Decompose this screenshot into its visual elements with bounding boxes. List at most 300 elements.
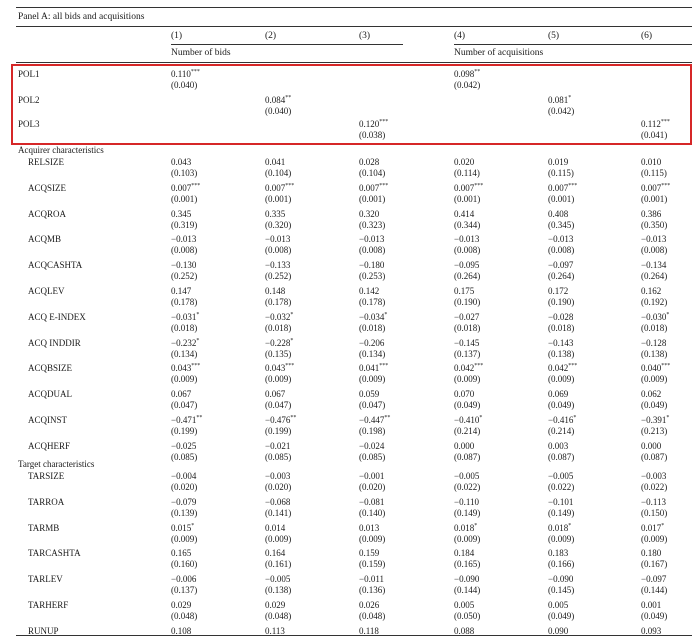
standard-error: (0.252) bbox=[265, 271, 292, 281]
row-label: ACQ INDDIR bbox=[28, 338, 81, 348]
bottom-rule bbox=[16, 635, 692, 636]
standard-error: (0.085) bbox=[359, 452, 386, 462]
coefficient-value: 0.007 bbox=[359, 183, 380, 193]
coefficient-value: −0.011 bbox=[359, 574, 384, 584]
coefficient-cell bbox=[171, 338, 199, 349]
coefficient-cell bbox=[641, 574, 666, 585]
standard-error: (0.214) bbox=[454, 426, 481, 436]
coefficient-value: 0.110 bbox=[171, 69, 191, 79]
standard-error: (0.009) bbox=[641, 374, 668, 384]
standard-error: (0.048) bbox=[171, 611, 198, 621]
standard-error: (0.178) bbox=[171, 297, 198, 307]
significance-stars: ** bbox=[290, 415, 297, 421]
coefficient-cell bbox=[265, 234, 290, 245]
significance-stars: * bbox=[479, 415, 483, 421]
coefficient-value: 0.414 bbox=[454, 209, 475, 219]
standard-error: (0.264) bbox=[454, 271, 481, 281]
coefficient-value: −0.090 bbox=[548, 574, 574, 584]
coefficient-value: 0.013 bbox=[359, 523, 380, 533]
coefficient-cell bbox=[454, 338, 479, 349]
coefficient-value: 0.007 bbox=[454, 183, 475, 193]
coefficient-cell bbox=[454, 471, 479, 482]
significance-stars: *** bbox=[661, 183, 671, 189]
standard-error: (0.149) bbox=[454, 508, 481, 518]
coefficient-cell bbox=[359, 497, 384, 508]
standard-error: (0.009) bbox=[359, 534, 386, 544]
significance-stars: *** bbox=[379, 119, 389, 125]
coefficient-value: −0.471 bbox=[171, 415, 197, 425]
standard-error: (0.139) bbox=[171, 508, 198, 518]
coefficient-cell bbox=[641, 312, 669, 323]
standard-error: (0.085) bbox=[171, 452, 198, 462]
coefficient-cell bbox=[171, 441, 196, 452]
coefficient-value: 0.041 bbox=[359, 363, 380, 373]
coefficient-value: 0.003 bbox=[548, 441, 569, 451]
coefficient-cell bbox=[454, 312, 479, 323]
standard-error: (0.344) bbox=[454, 220, 481, 230]
standard-error: (0.252) bbox=[171, 271, 198, 281]
coefficient-value: −0.228 bbox=[265, 338, 291, 348]
row-label: ACQ E-INDEX bbox=[28, 312, 86, 322]
coefficient-cell bbox=[454, 286, 474, 297]
coefficient-value: 0.000 bbox=[454, 441, 475, 451]
standard-error: (0.137) bbox=[171, 585, 198, 595]
top-rule bbox=[16, 7, 692, 8]
coefficient-cell bbox=[265, 157, 285, 168]
coefficient-value: −0.476 bbox=[265, 415, 291, 425]
coefficient-value: 0.320 bbox=[359, 209, 380, 219]
standard-error: (0.018) bbox=[641, 323, 668, 333]
coefficient-value: 0.090 bbox=[548, 626, 569, 636]
significance-stars: * bbox=[573, 415, 577, 421]
coefficient-cell bbox=[641, 441, 661, 452]
standard-error: (0.150) bbox=[641, 508, 668, 518]
coefficient-value: −0.143 bbox=[548, 338, 574, 348]
standard-error: (0.020) bbox=[265, 482, 292, 492]
row-label: TARROA bbox=[28, 497, 65, 507]
standard-error: (0.087) bbox=[454, 452, 481, 462]
coefficient-value: 0.020 bbox=[454, 157, 475, 167]
coefficient-cell bbox=[641, 286, 661, 297]
coefficient-cell bbox=[454, 415, 482, 426]
coefficient-cell bbox=[265, 95, 291, 106]
coefficient-cell bbox=[359, 523, 379, 534]
standard-error: (0.049) bbox=[548, 400, 575, 410]
significance-stars: *** bbox=[191, 363, 201, 369]
standard-error: (0.041) bbox=[641, 130, 668, 140]
standard-error: (0.199) bbox=[171, 426, 198, 436]
coefficient-cell bbox=[454, 389, 474, 400]
row-label: ACQLEV bbox=[28, 286, 65, 296]
significance-stars: * bbox=[196, 312, 200, 318]
coefficient-value: 0.184 bbox=[454, 548, 475, 558]
row-label: POL2 bbox=[18, 95, 40, 105]
significance-stars: * bbox=[474, 523, 478, 529]
coefficient-value: 0.067 bbox=[265, 389, 286, 399]
standard-error: (0.192) bbox=[641, 297, 668, 307]
standard-error: (0.049) bbox=[641, 611, 668, 621]
coefficient-value: 0.062 bbox=[641, 389, 662, 399]
coefficient-cell bbox=[641, 234, 666, 245]
significance-stars: *** bbox=[660, 119, 670, 125]
coefficient-cell bbox=[171, 471, 196, 482]
coefficient-value: 0.142 bbox=[359, 286, 380, 296]
coefficient-cell bbox=[171, 69, 200, 80]
significance-stars: * bbox=[196, 338, 200, 344]
coefficient-value: 0.172 bbox=[548, 286, 569, 296]
coefficient-cell bbox=[265, 209, 285, 220]
standard-error: (0.104) bbox=[265, 168, 292, 178]
coefficient-cell bbox=[548, 183, 577, 194]
standard-error: (0.114) bbox=[454, 168, 480, 178]
coefficient-cell bbox=[171, 389, 191, 400]
group-header-acquisitions: Number of acquisitions bbox=[454, 48, 544, 58]
significance-stars: ** bbox=[474, 69, 481, 75]
coefficient-cell bbox=[548, 286, 568, 297]
coefficient-value: 0.005 bbox=[454, 600, 475, 610]
coefficient-value: 0.081 bbox=[548, 95, 569, 105]
row-label: RUNUP bbox=[28, 626, 59, 636]
coefficient-cell bbox=[171, 157, 191, 168]
row-label: POL1 bbox=[18, 69, 40, 79]
standard-error: (0.047) bbox=[171, 400, 198, 410]
coefficient-value: 0.113 bbox=[265, 626, 285, 636]
coefficient-cell bbox=[359, 574, 384, 585]
pol-highlight-box bbox=[11, 64, 692, 145]
coefficient-value: −0.032 bbox=[265, 312, 291, 322]
coefficient-cell bbox=[359, 260, 384, 271]
coefficient-cell bbox=[548, 600, 568, 611]
row-label: TARCASHTA bbox=[28, 548, 81, 558]
column-number: (3) bbox=[359, 31, 371, 41]
coefficient-cell bbox=[454, 234, 479, 245]
standard-error: (0.115) bbox=[548, 168, 574, 178]
standard-error: (0.161) bbox=[265, 559, 292, 569]
standard-error: (0.104) bbox=[359, 168, 386, 178]
coefficient-cell bbox=[359, 600, 379, 611]
coefficient-value: −0.025 bbox=[171, 441, 197, 451]
row-label: TARLEV bbox=[28, 574, 63, 584]
coefficient-value: 0.007 bbox=[171, 183, 192, 193]
standard-error: (0.264) bbox=[641, 271, 668, 281]
coefficient-cell bbox=[265, 260, 290, 271]
coefficient-cell bbox=[548, 209, 568, 220]
coefficient-cell bbox=[641, 548, 661, 559]
coefficient-value: 0.041 bbox=[265, 157, 286, 167]
row-label: ACQDUAL bbox=[28, 389, 72, 399]
standard-error: (0.050) bbox=[454, 611, 481, 621]
coefficient-value: 0.164 bbox=[265, 548, 286, 558]
coefficient-value: 0.007 bbox=[641, 183, 662, 193]
significance-stars: * bbox=[661, 523, 665, 529]
coefficient-cell bbox=[359, 389, 379, 400]
standard-error: (0.020) bbox=[359, 482, 386, 492]
coefficient-value: −0.003 bbox=[265, 471, 291, 481]
standard-error: (0.159) bbox=[359, 559, 386, 569]
coefficient-cell bbox=[171, 600, 191, 611]
coefficient-cell bbox=[265, 286, 285, 297]
row-label: ACQBSIZE bbox=[28, 363, 73, 373]
significance-stars: *** bbox=[190, 69, 200, 75]
coefficient-cell bbox=[641, 209, 661, 220]
standard-error: (0.049) bbox=[641, 400, 668, 410]
standard-error: (0.320) bbox=[265, 220, 292, 230]
coefficient-cell bbox=[548, 312, 573, 323]
coefficient-value: −0.090 bbox=[454, 574, 480, 584]
coefficient-cell bbox=[454, 183, 483, 194]
standard-error: (0.001) bbox=[454, 194, 481, 204]
standard-error: (0.165) bbox=[454, 559, 481, 569]
standard-error: (0.134) bbox=[171, 349, 198, 359]
row-label: RELSIZE bbox=[28, 157, 64, 167]
standard-error: (0.213) bbox=[641, 426, 668, 436]
coefficient-cell bbox=[359, 312, 387, 323]
coefficient-value: 0.005 bbox=[548, 600, 569, 610]
significance-stars: *** bbox=[661, 363, 671, 369]
significance-stars: * bbox=[666, 312, 670, 318]
coefficient-value: −0.447 bbox=[359, 415, 385, 425]
coefficient-value: −0.206 bbox=[359, 338, 385, 348]
significance-stars: *** bbox=[568, 183, 578, 189]
significance-stars: *** bbox=[568, 363, 578, 369]
coefficient-cell bbox=[454, 69, 480, 80]
column-number: (4) bbox=[454, 31, 466, 41]
coefficient-cell bbox=[641, 119, 670, 130]
coefficient-value: −0.034 bbox=[359, 312, 385, 322]
coefficient-value: −0.028 bbox=[548, 312, 574, 322]
coefficient-cell bbox=[548, 338, 573, 349]
coefficient-cell bbox=[265, 389, 285, 400]
row-label: ACQHERF bbox=[28, 441, 71, 451]
standard-error: (0.178) bbox=[359, 297, 386, 307]
standard-error: (0.198) bbox=[359, 426, 386, 436]
standard-error: (0.144) bbox=[454, 585, 481, 595]
coefficient-cell bbox=[641, 497, 666, 508]
standard-error: (0.140) bbox=[359, 508, 386, 518]
coefficient-cell bbox=[265, 574, 290, 585]
bids-group-rule bbox=[171, 44, 403, 45]
coefficient-cell bbox=[454, 363, 483, 374]
coefficient-cell bbox=[641, 523, 664, 534]
standard-error: (0.001) bbox=[641, 194, 668, 204]
standard-error: (0.018) bbox=[265, 323, 292, 333]
standard-error: (0.178) bbox=[265, 297, 292, 307]
coefficient-value: 0.026 bbox=[359, 600, 380, 610]
column-number: (2) bbox=[265, 31, 277, 41]
coefficient-cell bbox=[359, 471, 384, 482]
standard-error: (0.008) bbox=[641, 245, 668, 255]
significance-stars: ** bbox=[285, 95, 292, 101]
coefficient-value: 0.007 bbox=[265, 183, 286, 193]
standard-error: (0.008) bbox=[171, 245, 198, 255]
standard-error: (0.009) bbox=[265, 534, 292, 544]
coefficient-value: 0.018 bbox=[454, 523, 475, 533]
coefficient-value: 0.043 bbox=[171, 157, 192, 167]
coefficient-cell bbox=[454, 260, 479, 271]
row-label: POL3 bbox=[18, 119, 40, 129]
standard-error: (0.135) bbox=[265, 349, 292, 359]
coefficient-value: 0.042 bbox=[454, 363, 475, 373]
significance-stars: * bbox=[666, 415, 670, 421]
coefficient-value: −0.013 bbox=[548, 234, 574, 244]
coefficient-cell bbox=[454, 548, 474, 559]
significance-stars: * bbox=[384, 312, 388, 318]
coefficient-cell bbox=[548, 497, 573, 508]
standard-error: (0.049) bbox=[548, 611, 575, 621]
coefficient-value: −0.145 bbox=[454, 338, 480, 348]
standard-error: (0.115) bbox=[641, 168, 667, 178]
coefficient-value: 0.029 bbox=[171, 600, 192, 610]
standard-error: (0.087) bbox=[641, 452, 668, 462]
significance-stars: *** bbox=[285, 363, 295, 369]
significance-stars: *** bbox=[379, 363, 389, 369]
coefficient-cell bbox=[548, 548, 568, 559]
coefficient-cell bbox=[171, 209, 191, 220]
coefficient-value: 0.028 bbox=[359, 157, 380, 167]
coefficient-value: 0.001 bbox=[641, 600, 662, 610]
coefficient-cell bbox=[641, 157, 661, 168]
significance-stars: *** bbox=[191, 183, 201, 189]
standard-error: (0.048) bbox=[359, 611, 386, 621]
coefficient-cell bbox=[265, 441, 290, 452]
coefficient-cell bbox=[265, 523, 285, 534]
coefficient-value: −0.024 bbox=[359, 441, 385, 451]
coefficient-cell bbox=[454, 600, 474, 611]
standard-error: (0.009) bbox=[359, 374, 386, 384]
coefficient-cell bbox=[548, 363, 577, 374]
coefficient-cell bbox=[454, 574, 479, 585]
coefficient-cell bbox=[641, 338, 666, 349]
coefficient-value: 0.042 bbox=[548, 363, 569, 373]
coefficient-value: −0.006 bbox=[171, 574, 197, 584]
coefficient-cell bbox=[454, 441, 474, 452]
coefficient-value: −0.180 bbox=[359, 260, 385, 270]
coefficient-cell bbox=[641, 600, 661, 611]
coefficient-value: 0.098 bbox=[454, 69, 475, 79]
coefficient-cell bbox=[454, 497, 479, 508]
coefficient-value: −0.005 bbox=[548, 471, 574, 481]
coefficient-value: −0.013 bbox=[359, 234, 385, 244]
coefficient-value: 0.019 bbox=[548, 157, 569, 167]
standard-error: (0.008) bbox=[548, 245, 575, 255]
standard-error: (0.167) bbox=[641, 559, 668, 569]
standard-error: (0.018) bbox=[171, 323, 198, 333]
coefficient-cell bbox=[171, 183, 200, 194]
group-header-bids: Number of bids bbox=[171, 48, 231, 58]
coefficient-value: −0.081 bbox=[359, 497, 385, 507]
standard-error: (0.048) bbox=[265, 611, 292, 621]
standard-error: (0.009) bbox=[548, 534, 575, 544]
coefficient-value: 0.059 bbox=[359, 389, 380, 399]
coefficient-cell bbox=[548, 157, 568, 168]
standard-error: (0.323) bbox=[359, 220, 386, 230]
standard-error: (0.319) bbox=[171, 220, 198, 230]
coefficient-value: −0.410 bbox=[454, 415, 480, 425]
row-label: TARHERF bbox=[28, 600, 69, 610]
standard-error: (0.134) bbox=[359, 349, 386, 359]
coefficient-cell bbox=[641, 260, 666, 271]
standard-error: (0.009) bbox=[171, 534, 198, 544]
coefficient-cell bbox=[359, 234, 384, 245]
standard-error: (0.138) bbox=[265, 585, 292, 595]
standard-error: (0.040) bbox=[171, 80, 198, 90]
coefficient-value: 0.408 bbox=[548, 209, 569, 219]
coefficient-value: 0.040 bbox=[641, 363, 662, 373]
coefficient-cell bbox=[548, 441, 568, 452]
coefficient-cell bbox=[171, 234, 196, 245]
standard-error: (0.253) bbox=[359, 271, 386, 281]
coefficient-value: −0.013 bbox=[171, 234, 197, 244]
significance-stars: *** bbox=[285, 183, 295, 189]
coefficient-cell bbox=[265, 183, 294, 194]
standard-error: (0.022) bbox=[454, 482, 481, 492]
row-label: ACQSIZE bbox=[28, 183, 66, 193]
coefficient-cell bbox=[171, 548, 191, 559]
coefficient-value: 0.017 bbox=[641, 523, 662, 533]
coefficient-value: 0.093 bbox=[641, 626, 662, 636]
row-label: TARMB bbox=[28, 523, 60, 533]
coefficient-value: 0.108 bbox=[171, 626, 192, 636]
coefficient-cell bbox=[548, 95, 571, 106]
section-heading-target: Target characteristics bbox=[18, 459, 95, 469]
significance-stars: * bbox=[191, 523, 195, 529]
coefficient-value: 0.175 bbox=[454, 286, 475, 296]
standard-error: (0.138) bbox=[641, 349, 668, 359]
coefficient-value: −0.005 bbox=[454, 471, 480, 481]
significance-stars: ** bbox=[196, 415, 203, 421]
significance-stars: * bbox=[290, 338, 294, 344]
coefficient-cell bbox=[548, 234, 573, 245]
coefficient-cell bbox=[454, 157, 474, 168]
standard-error: (0.166) bbox=[548, 559, 575, 569]
coefficient-value: 0.112 bbox=[641, 119, 661, 129]
standard-error: (0.214) bbox=[548, 426, 575, 436]
coefficient-cell bbox=[265, 497, 290, 508]
standard-error: (0.190) bbox=[548, 297, 575, 307]
standard-error: (0.040) bbox=[265, 106, 292, 116]
coefficient-value: −0.031 bbox=[171, 312, 197, 322]
coefficient-value: −0.068 bbox=[265, 497, 291, 507]
coefficient-cell bbox=[548, 415, 576, 426]
coefficient-value: −0.097 bbox=[641, 574, 667, 584]
coefficient-cell bbox=[359, 415, 390, 426]
significance-stars: * bbox=[290, 312, 294, 318]
coefficient-value: −0.113 bbox=[641, 497, 666, 507]
coefficient-value: −0.005 bbox=[265, 574, 291, 584]
coefficient-value: 0.043 bbox=[265, 363, 286, 373]
standard-error: (0.345) bbox=[548, 220, 575, 230]
coefficient-cell bbox=[641, 183, 670, 194]
coefficient-value: 0.345 bbox=[171, 209, 192, 219]
standard-error: (0.008) bbox=[359, 245, 386, 255]
standard-error: (0.001) bbox=[548, 194, 575, 204]
panel-title: Panel A: all bids and acquisitions bbox=[18, 12, 145, 22]
coefficient-value: −0.416 bbox=[548, 415, 574, 425]
coefficient-cell bbox=[265, 471, 290, 482]
coefficient-value: 0.007 bbox=[548, 183, 569, 193]
standard-error: (0.350) bbox=[641, 220, 668, 230]
standard-error: (0.009) bbox=[454, 374, 481, 384]
coefficient-value: 0.015 bbox=[171, 523, 192, 533]
coefficient-cell bbox=[454, 523, 477, 534]
coefficient-cell bbox=[641, 389, 661, 400]
coefficient-cell bbox=[265, 548, 285, 559]
standard-error: (0.022) bbox=[641, 482, 668, 492]
coefficient-cell bbox=[359, 441, 384, 452]
coefficient-cell bbox=[171, 260, 196, 271]
coefficient-value: 0.118 bbox=[359, 626, 379, 636]
row-label: ACQROA bbox=[28, 209, 67, 219]
